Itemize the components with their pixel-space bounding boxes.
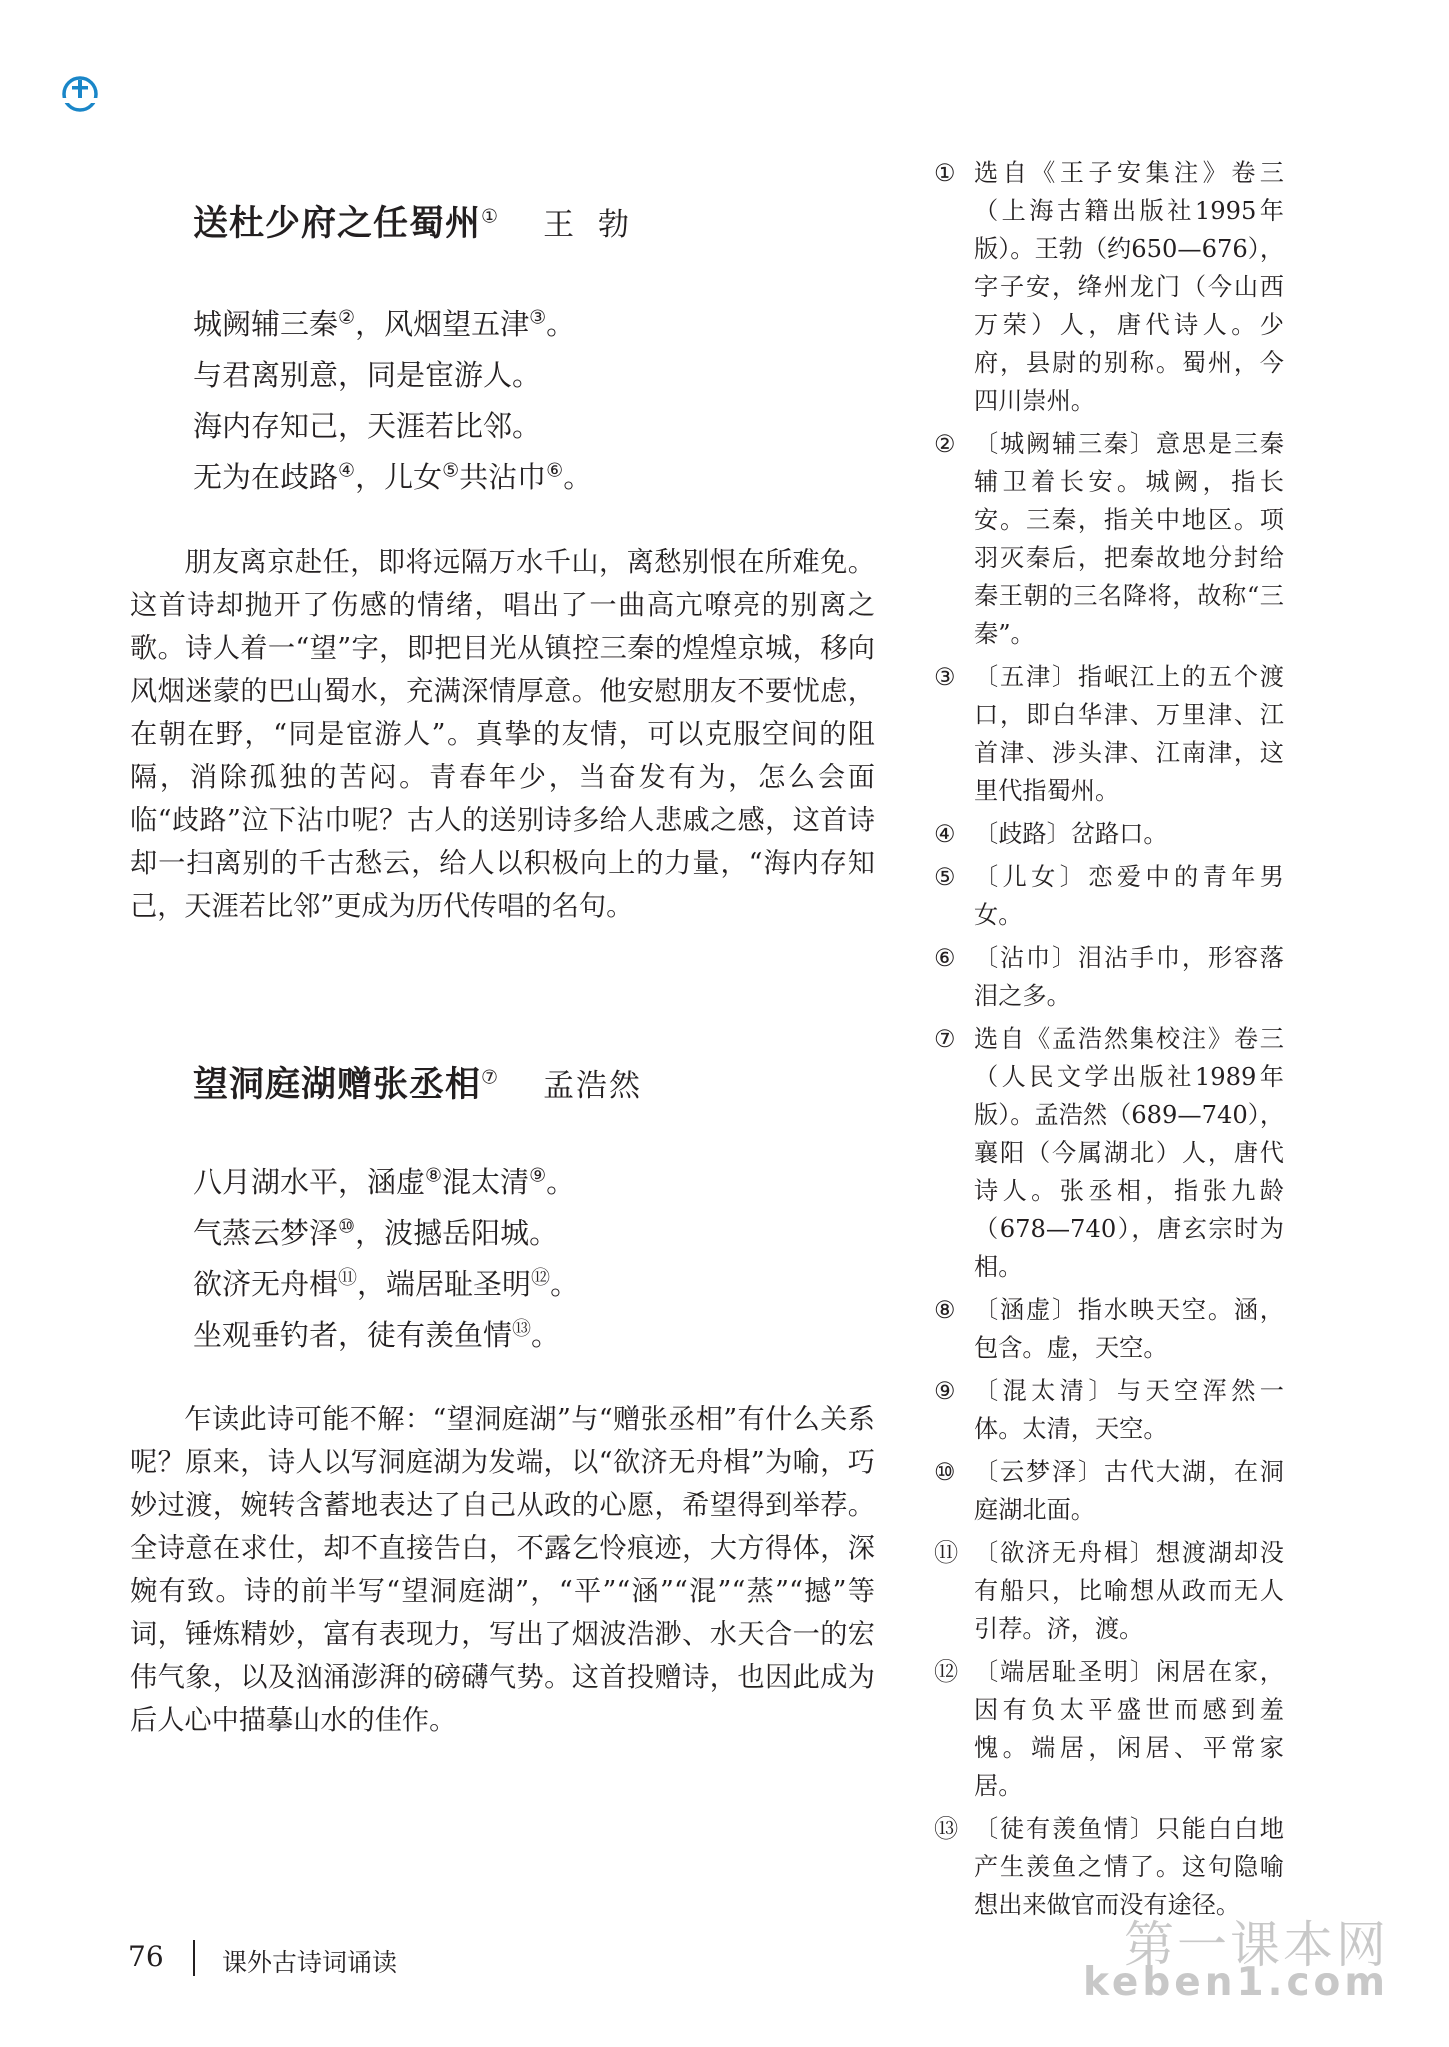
footnote-number: ⑨ [934,1377,956,1405]
verse-text: 八月湖水平，涵虚 [193,1165,426,1199]
footnote-item [934,658,1284,810]
footnote-number: ⑧ [934,1296,956,1324]
note-ref: ③ [529,306,547,329]
verse-text: ，儿女 [355,460,443,494]
footnote-text: 〔五津〕指岷江上的五个渡口，即白华津、万里津、江首津、涉头津、江南津，这里代指蜀州。 [974,663,1284,805]
poem2-appreciation [130,1398,875,1742]
footnote-text: 〔端居耻圣明〕闲居在家，因有负太平盛世而感到羞愧。端居，闲居、平常家居。 [974,1658,1284,1800]
note-ref: ⑬ [512,1317,532,1340]
note-ref: ⑧ [425,1164,443,1187]
footnote-text: 〔混太清〕与天空浑然一体。太清，天空。 [974,1377,1284,1443]
verse-text: 。 [550,1267,580,1301]
note-ref: ② [338,306,356,329]
footnote-item [934,858,1284,934]
footnote-text: 〔城阙辅三秦〕意思是三秦辅卫着长安。城阙，指长安。三秦，指关中地区。项羽灭秦后，把秦故地分封给秦王朝的三名降将，故称“三秦”。 [974,430,1284,648]
footer-divider [193,1940,195,1976]
footnote-item [934,154,1284,420]
note-ref: ⑤ [442,459,460,482]
footnote-item [934,1372,1284,1448]
footnote-number: ⑦ [934,1025,956,1053]
note-ref: ⑪ [338,1266,358,1289]
watermark-url: keben1.com [1083,1960,1389,2005]
poem2-author: 孟浩然 [543,1068,643,1104]
footnote-number: ① [934,159,956,187]
poem2-note-ref: ⑦ [481,1066,500,1089]
poem-line [193,1208,579,1259]
footnote-text: 〔歧路〕岔路口。 [974,820,1168,848]
verse-text: ，风烟望五津 [355,307,530,341]
footnote-text: 〔徒有羡鱼情〕只能白白地产生羡鱼之情了。这句隐喻想出来做官而没有途径。 [974,1815,1284,1919]
verse-text: 共沾巾 [459,460,547,494]
verse-text: 。 [546,1165,576,1199]
watermark-cn: 第一课本网 [1124,1916,1389,1974]
page-number: 76 [128,1940,164,1973]
verse-text: 。 [546,307,576,341]
footnote-item [934,1020,1284,1286]
poem1-essay-text: 朋友离京赴任，即将远隔万水千山，离愁别恨在所难免。这首诗却抛开了伤感的情绪，唱出了一曲高亢嘹亮的别离之歌。诗人着一“望”字，即把目光从镇控三秦的煌煌京城，移向风烟迷蒙的巴山蜀水，充满深情厚意。他安慰朋友不要忧虑，在朝在野，“同是宦游人”。真挚的友情，可以克服空间的阻隔，消除孤独的苦闷。青春年少，当奋发有为，怎么会面临“歧路”泣下沾巾呢？古人的送别诗多给人悲戚之感，这首诗却一扫离别的千古愁云，给人以积极向上的力量，“海内存知己，天涯若比邻”更成为历代传唱的名句。 [130,547,875,922]
footnote-text: 〔欲济无舟楫〕想渡湖却没有船只，比喻想从政而无人引荐。济，渡。 [974,1539,1284,1643]
poem1-note-ref: ① [481,205,500,228]
note-ref: ⑥ [546,459,564,482]
footnote-text: 〔涵虚〕指水映天空。涵，包含。虚，天空。 [974,1296,1284,1362]
poem-line [193,401,592,452]
verse-text: ，波撼岳阳城。 [355,1216,559,1250]
poem-line [193,1157,579,1208]
note-ref: ⑩ [338,1215,356,1238]
poem2-title-line [193,1057,642,1107]
poem-line [193,1259,579,1310]
footnote-item [934,939,1284,1015]
footnote-item [934,425,1284,653]
footnote-text: 〔儿女〕恋爱中的青年男女。 [974,863,1284,929]
footnotes-column [934,154,1284,1929]
poem1-appreciation [130,541,875,928]
section-title: 课外古诗词诵读 [222,1948,398,1977]
footnote-number: ⑥ [934,944,956,972]
footnote-text: 〔沾巾〕泪沾手巾，形容落泪之多。 [974,944,1284,1010]
footnote-text: 选自《孟浩然集校注》卷三（人民文学出版社1989年版）。孟浩然（689—740），襄阳（今属湖北）人，唐代诗人。张丞相，指张九龄（678—740），唐玄宗时为相。 [974,1025,1285,1281]
verse-text: 。 [531,1318,561,1352]
poem-line [193,1310,579,1361]
footnote-number: ⑪ [934,1539,959,1567]
footnote-item [934,1534,1284,1648]
verse-text: 气蒸云梦泽 [193,1216,339,1250]
note-ref: ⑨ [529,1164,547,1187]
footnote-item [934,1453,1284,1529]
verse-text: 无为在歧路 [193,460,339,494]
footnote-number: ④ [934,820,956,848]
footnote-item [934,1653,1284,1805]
note-ref: ⑫ [531,1266,551,1289]
verse-text: 混太清 [442,1165,530,1199]
footnote-number: ⑬ [934,1815,959,1843]
verse-text: 海内存知己，天涯若比邻。 [193,409,542,443]
verse-text: 。 [563,460,593,494]
note-ref: ④ [338,459,356,482]
poem1-title-line [193,196,653,246]
footnote-text: 选自《王子安集注》卷三（上海古籍出版社1995年版）。王勃（约650—676），字子安，绛州龙门（今山西万荣）人，唐代诗人。少府，县尉的别称。蜀州，今四川崇州。 [974,159,1285,415]
footnote-number: ⑩ [934,1458,956,1486]
poem1-title: 送杜少府之任蜀州 [193,204,482,244]
footnote-number: ② [934,430,956,458]
poem-line [193,299,592,350]
verse-text: 欲济无舟楫 [193,1267,339,1301]
verse-text: 城阙辅三秦 [193,307,339,341]
verse-text: 与君离别意，同是宦游人。 [193,358,542,392]
footnote-number: ③ [934,663,956,691]
anchor-logo-icon [62,76,98,112]
poem1-verses [193,299,592,503]
footnote-number: ⑤ [934,863,956,891]
verse-text: 坐观垂钓者，徒有羡鱼情 [193,1318,513,1352]
poem2-verses [193,1157,579,1361]
footnote-text: 〔云梦泽〕古代大湖，在洞庭湖北面。 [974,1458,1284,1524]
poem1-author: 王勃 [543,207,654,243]
verse-text: ，端居耻圣明 [357,1267,532,1301]
poem-line [193,350,592,401]
poem2-title: 望洞庭湖赠张丞相 [193,1065,482,1105]
footnote-number: ⑫ [934,1658,959,1686]
footnote-item [934,815,1284,853]
poem-line [193,452,592,503]
poem2-essay-text: 乍读此诗可能不解：“望洞庭湖”与“赠张丞相”有什么关系呢？原来，诗人以写洞庭湖为发端，以“欲济无舟楫”为喻，巧妙过渡，婉转含蓄地表达了自己从政的心愿，希望得到举荐。全诗意在求仕，却不直接告白，不露乞怜痕迹，大方得体，深婉有致。诗的前半写“望洞庭湖”，“平”“涵”“混”“蒸”“撼”等词，锤炼精妙，富有表现力，写出了烟波浩渺、水天合一的宏伟气象，以及汹涌澎湃的磅礴气势。这首投赠诗，也因此成为后人心中描摹山水的佳作。 [130,1404,875,1736]
footnote-item [934,1291,1284,1367]
